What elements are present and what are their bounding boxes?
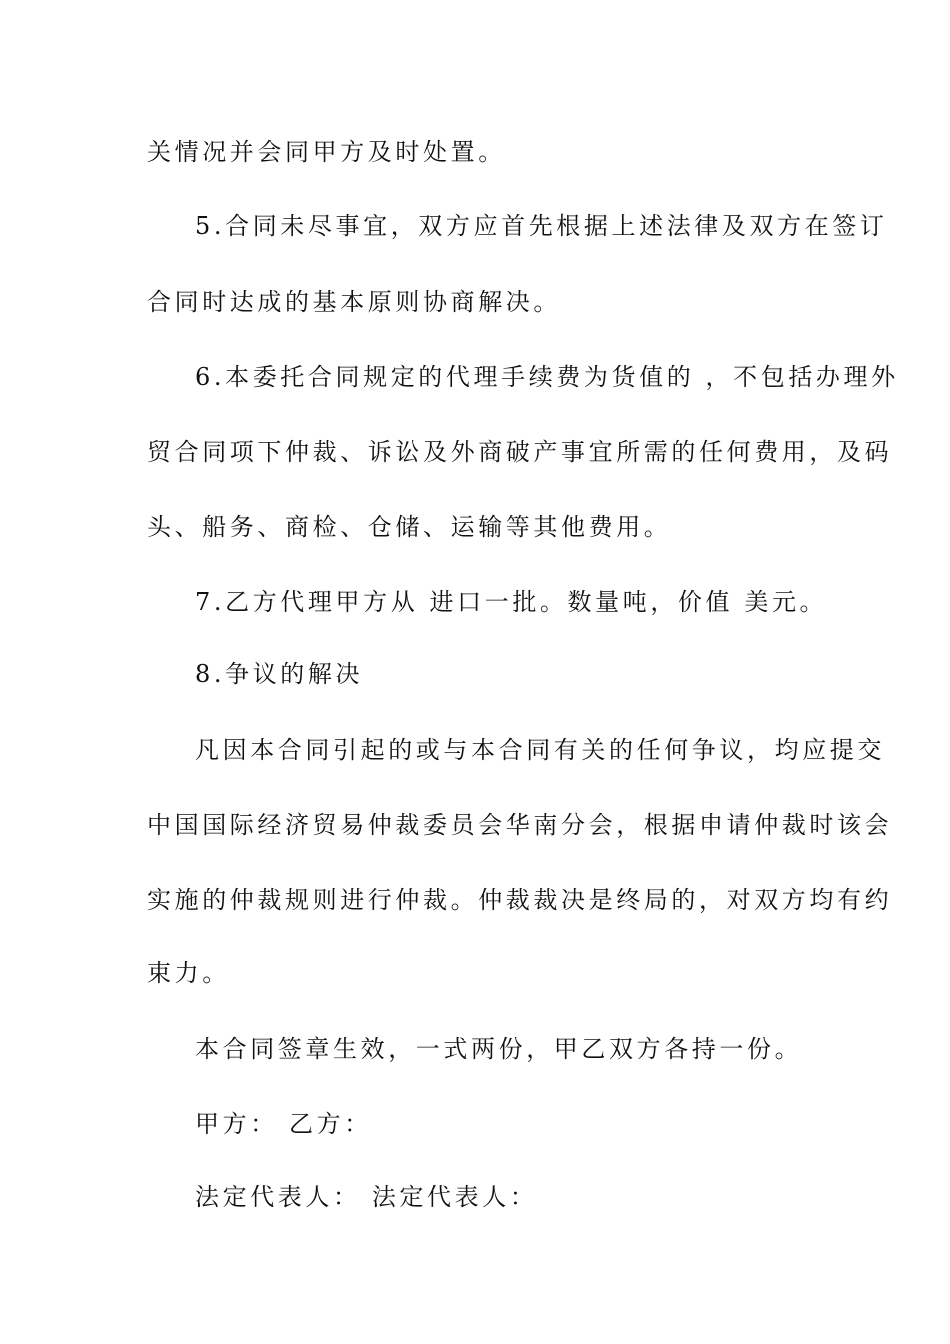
- legal-representative-labels: 法定代表人： 法定代表人：: [195, 1183, 538, 1211]
- clause-8-heading: 8.争议的解决: [195, 660, 364, 688]
- effectiveness-clause: 本合同签章生效，一式两份，甲乙双方各持一份。: [195, 1035, 803, 1063]
- clause-6-line-1: 6.本委托合同规定的代理手续费为货值的 ，不包括办理外: [195, 363, 899, 391]
- clause-7: 7.乙方代理甲方从 进口一批。数量吨，价值 美元。: [195, 588, 828, 616]
- clause-6-line-3: 头、船务、商检、仓储、运输等其他费用。: [147, 513, 672, 541]
- clause-4-continuation: 关情况并会同甲方及时处置。: [147, 138, 506, 166]
- dispute-text-line-2: 中国国际经济贸易仲裁委员会华南分会，根据申请仲裁时该会: [147, 811, 893, 839]
- clause-6-line-2: 贸合同项下仲裁、诉讼及外商破产事宜所需的任何费用，及码: [147, 438, 893, 466]
- dispute-text-line-4: 束力。: [147, 959, 230, 987]
- party-labels: 甲方： 乙方：: [195, 1110, 372, 1138]
- dispute-text-line-3: 实施的仲裁规则进行仲裁。仲裁裁决是终局的，对双方均有约: [147, 886, 893, 914]
- dispute-text-line-1: 凡因本合同引起的或与本合同有关的任何争议，均应提交: [195, 736, 885, 764]
- clause-5-line-2: 合同时达成的基本原则协商解决。: [147, 288, 561, 316]
- clause-5-line-1: 5.合同未尽事宜，双方应首先根据上述法律及双方在签订: [195, 212, 888, 240]
